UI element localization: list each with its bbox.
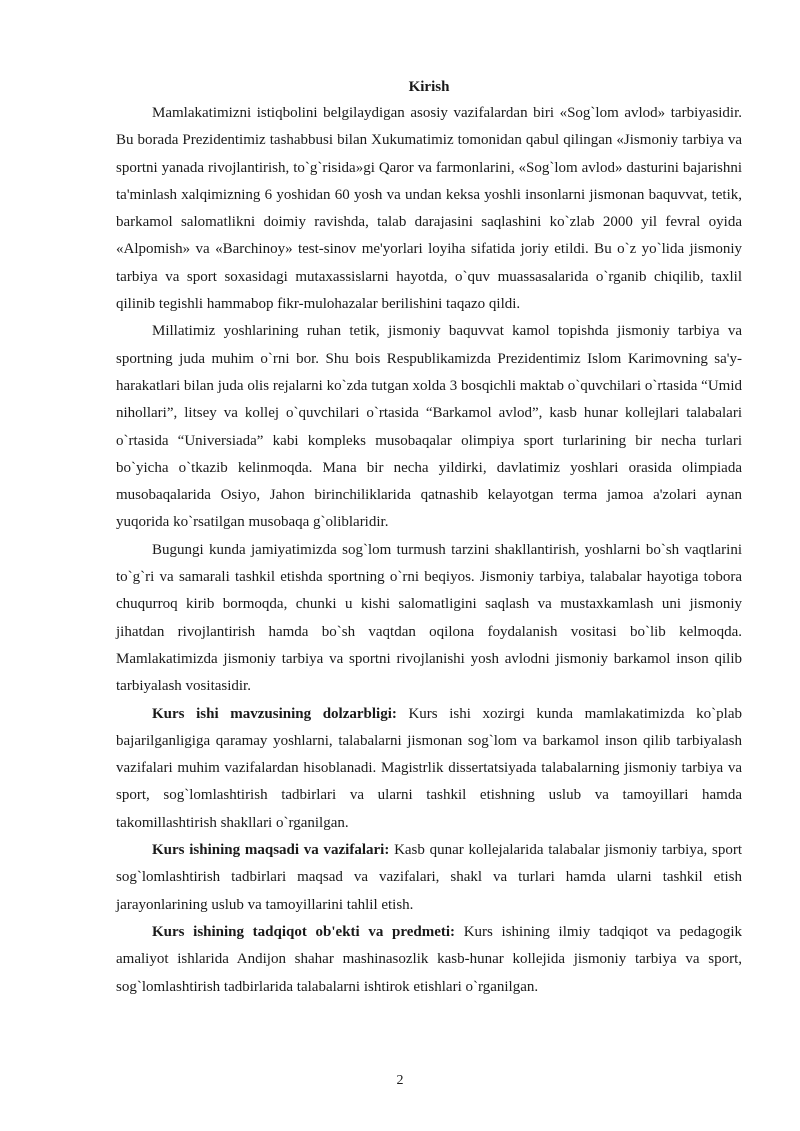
paragraph-3: [116, 537, 742, 701]
paragraph-text: Kurs ishining ilmiy tadqiqot va pedagogik amaliyot ishlarida Andijon shahar mashinasozlik kasb-hunar kollejida jismoniy tarbiya va sport, sog`lomlashtirish tadbirlarida talabalarni ishtirok etishlari o`rganilgan.: [116, 923, 742, 995]
section-heading-goals: Kurs ishining maqsadi va vazifalari:: [152, 842, 390, 859]
paragraph-object: [116, 919, 742, 1001]
page-number: 2: [396, 1073, 404, 1088]
paragraph-text: Bugungi kunda jamiyatimizda sog`lom turmush tarzini shakllantirish, yoshlarni bo`sh vaqtlarini to`g`ri va samarali tashkil etishda sportning o`rni beqiyos. Jismoniy tarbiya, talabalar hayotiga tobora chuqurroq kirib bormoqda, chunki u kishi salomatligini saqlash va mustaxkamlash uni jismoniy jihatdan rivojlantirish hamda bo`sh vaqtdan oqilona foydalanish vositasi bo`lib kelmoqda. Mamlakatimizda jismoniy tarbiya va sportni rivojlanishi yosh avlodni jismoniy barkamol inson qilib tarbiyalash vositasidir.: [116, 541, 742, 695]
section-heading-object: Kurs ishining tadqiqot ob'ekti va predmeti:: [152, 923, 456, 940]
document-page: [116, 74, 742, 1001]
section-heading-relevance: Kurs ishi mavzusining dolzarbligi:: [152, 705, 397, 722]
paragraph-2: [116, 318, 742, 536]
paragraph-text: Millatimiz yoshlarining ruhan tetik, jismoniy baquvvat kamol topishda jismoniy tarbiya va sportning juda muhim o`rni bor. Shu bois Respublikamizda Prezidentimiz Islom Karimovning sa'y-harakatlari bilan juda olis rejalarni ko`zda tutgan xolda 3 bosqichli maktab o`quvchilari o`rtasida “Umid nihollari”, litsey va kollej o`quvchilari o`rtasida “Barkamol avlod”, kasb hunar kollejlari talabalari o`rtasida “Universiada” kabi kompleks musobaqalar olimpiya sport turlarining bir necha turlari bo`yicha o`tkazib kelinmoqda. Mana bir necha yildirki, davlatimiz yoshlari orasida olimpiada musobaqalarida Osiyo, Jahon birinchiliklarida qatnashib kelayotgan terma jamoa a'zolari aynan yuqorida ko`rsatilgan musobaqa g`oliblaridir.: [116, 323, 742, 531]
paragraph-relevance: [116, 701, 742, 837]
paragraph-text: Mamlakatimizni istiqbolini belgilaydigan asosiy vazifalardan biri «Sog`lom avlod» tarbiyasidir. Bu borada Prezidentimiz tashabbusi bilan Xukumatimiz tomonidan qabul qilingan «Jismoniy tarbiya va sportni yanada rivojlantirish, to`g`risida»gi Qaror va farmonlarini, «Sog`lom avlod» dasturini bajarishni ta'minlash xalqimizning 6 yoshidan 60 yosh va undan keksa yoshli insonlarni jismonan baquvvat, tetik, barkamol salomatlikni doimiy ravishda, talab darajasini saqlashini ko`zlab 2000 yil fevral oyida «Alpomish» va «Barchinoy» test-sinov me'yorlari loyiha sifatida joriy etildi. Bu o`z yo`lida jismoniy tarbiya va sport soxasidagi mutaxassislarni hayotda, o`quv muassasalarida o`rganib chiqilib, taxlil qilinib tegishli hammabop fikr-mulohazalar berilishini taqazo qildi.: [116, 105, 742, 313]
page-title: Kirish: [408, 79, 450, 95]
paragraph-text: Kurs ishi xozirgi kunda mamlakatimizda ko`plab bajarilganligiga qaramay yoshlarni, talabalarni jismonan sog`lom va barkamol inson qilib tarbiyalash vazifalari muhim vazifalardan hisoblanadi. Magistrlik dissertatsiyada talabalarning jismoniy tarbiya va sport, sog`lomlashtirish tadbirlari va ularni tashkil etishning uslub va tamoyillari hamda takomillashtirish shakllari o`rganilgan.: [116, 705, 742, 831]
paragraph-text: Kasb qunar kollejalarida talabalar jismoniy tarbiya, sport sog`lomlashtirish tadbirlari maqsad va vazifalari, shakl va turlari hamda ularni tashkil etish jarayonlarining uslub va tamoyillarini tahlil etish.: [116, 842, 742, 913]
paragraph-1: [116, 100, 742, 318]
paragraph-goals: [116, 837, 742, 919]
